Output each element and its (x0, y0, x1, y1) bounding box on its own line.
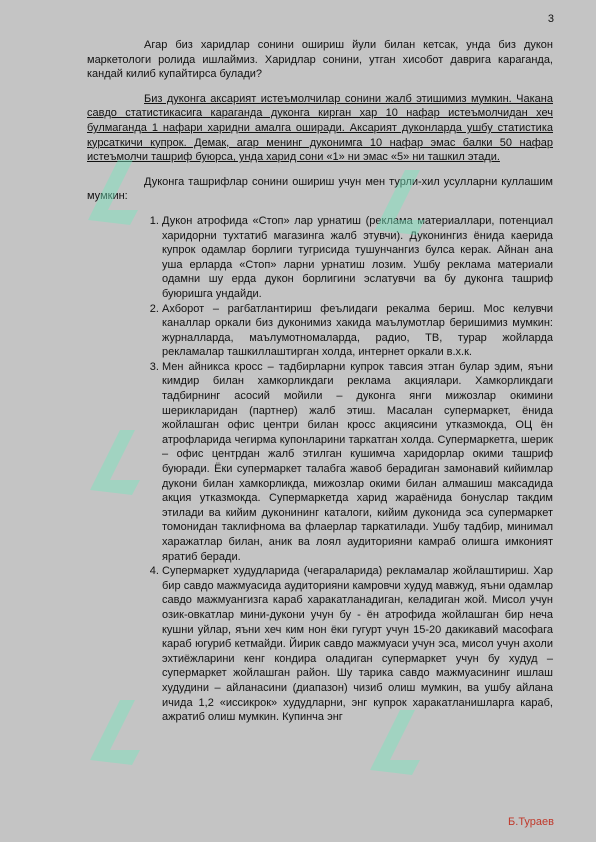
methods-list (87, 214, 553, 725)
list-item: 3. Мен айникса кросс – тадбирларни купрок тавсия этган булар эдим, яъни кимдир билан хамкорликдаги реклама акциялари. Хамкорликдаги тадбирнинг асосий мойили – дуконга янги мижозлар окимини шерикларидан (партнер) жалб этиш. Масалан супермаркет, ёнида жойлашган офис центри билан кросс акциясини утказмокда, ОЦ ён атрофларида чегирма купонларини таркатган холда. Супермаркетга, шерик – офис центрдан жалб этилган кушимча харидорлар окими ташриф буюради. Ёки супермаркет талабга жавоб берадиган замонавий кийимлар дукони билан хамкорликда, мижозлар окими билан алмашиш максадида акция утказмокда. Супермаркетда харид жараёнида бонуслар такдим этилади ва кийим дуконининг каталоги, кийим дуконида эса супермаркет томонидан таклифнома ва флаерлар таркатилади. Ушбу тадбир, минимал харажатлар билан, аник ва лоял аудиторияни камраб олишга имконият яратиб беради. (162, 360, 553, 564)
paragraph-methods-intro: Дуконга ташрифлар сонини ошириш учун мен турли-хил усулларни куллашим мумкин: (87, 175, 553, 203)
page-number: 3 (547, 13, 554, 25)
list-item: 2. Ахборот – рагбатлантириш феълидаги рекалма бериш. Мос келувчи каналлар оркали биз дуконимиз хакида маълумотлар беришимиз мумкин: журналларда, маълумотномаларда, радио, ТВ, турар жойларда рекламалар ташкиллаштирган холда, интернет оркали в.х.к. (162, 302, 553, 360)
list-item: 1. Дукон атрофида «Стоп» лар урнатиш (реклама материаллари, потенциал харидорни тухтатиб магазинга жалб этувчи). Дуконингиз ёнида каерида купрок одамлар борлиги тугрисида тушунчангиз булса керак. Айнан ана уша ерларда «Стоп» ларни урнатиш лозим. Ушбу реклама материали одамни шу ерда дукон борлигини эслатувчи ва бу дуконга ташриф буюришга ундайди. (162, 214, 553, 302)
paragraph-intro: Агар биз харидлар сонини ошириш йули билан кетсак, унда биз дукон маркетологи ролида ишлаймиз. Харидлар сонини, утган хисобот даврига караганда, кандай килиб купайтирса булади? (87, 39, 553, 81)
footer-author: Б.Тураев (508, 816, 554, 828)
document-body (87, 38, 553, 725)
paragraph-statistics: Биз дуконга аксарият истеъмолчилар сонини жалб этишимиз мумкин. Чакана савдо статистикасига караганда дуконга кирган хар 10 нафар истеъмолчидан хеч булмаганда 1 нафари харидни амалга оширади. Аксарият дуконларда ушбу статистика курсаткичи купрок. Демак, агар менинг дуконимга 10 нафар эмас балки 50 нафар истеъмолчи ташриф буюрса, унда харид сони «1» ни эмас «5» ни ташкил этади. (87, 92, 553, 164)
list-item: 4. Супермаркет худудларида (чегараларида) рекламалар жойлаштириш. Хар бир савдо мажмуасида аудиторияни камровчи худуд мавжуд, яъни одамлар савдо мажмуангизга караб харакатланадиган, келадиган жой. Мисол учун озик-овкатлар мини-дукони учун бу - ён атрофида жойлашган бир неча кушни уйлар, яъни хеч ким нон ёки гугурт учун 15-20 дакикавий масофага караб югуриб кетмайди. Йирик савдо мажмуаси учун эса, мисол учун ахоли эхтиёжларини кенг кондира оладиган супермаркет учун бу худуд – супермаркет жойлашган район. Шу тарика савдо мажмуасининг ишлаш худудини – айланасини (диапазон) чизиб олиш мумкин, ва ушбу айлана ичида 1,2 «иссикрок» худудларни, энг купрок харакатланишларга караб, ажратиб олиш мумкин. Купинча энг (162, 564, 553, 725)
